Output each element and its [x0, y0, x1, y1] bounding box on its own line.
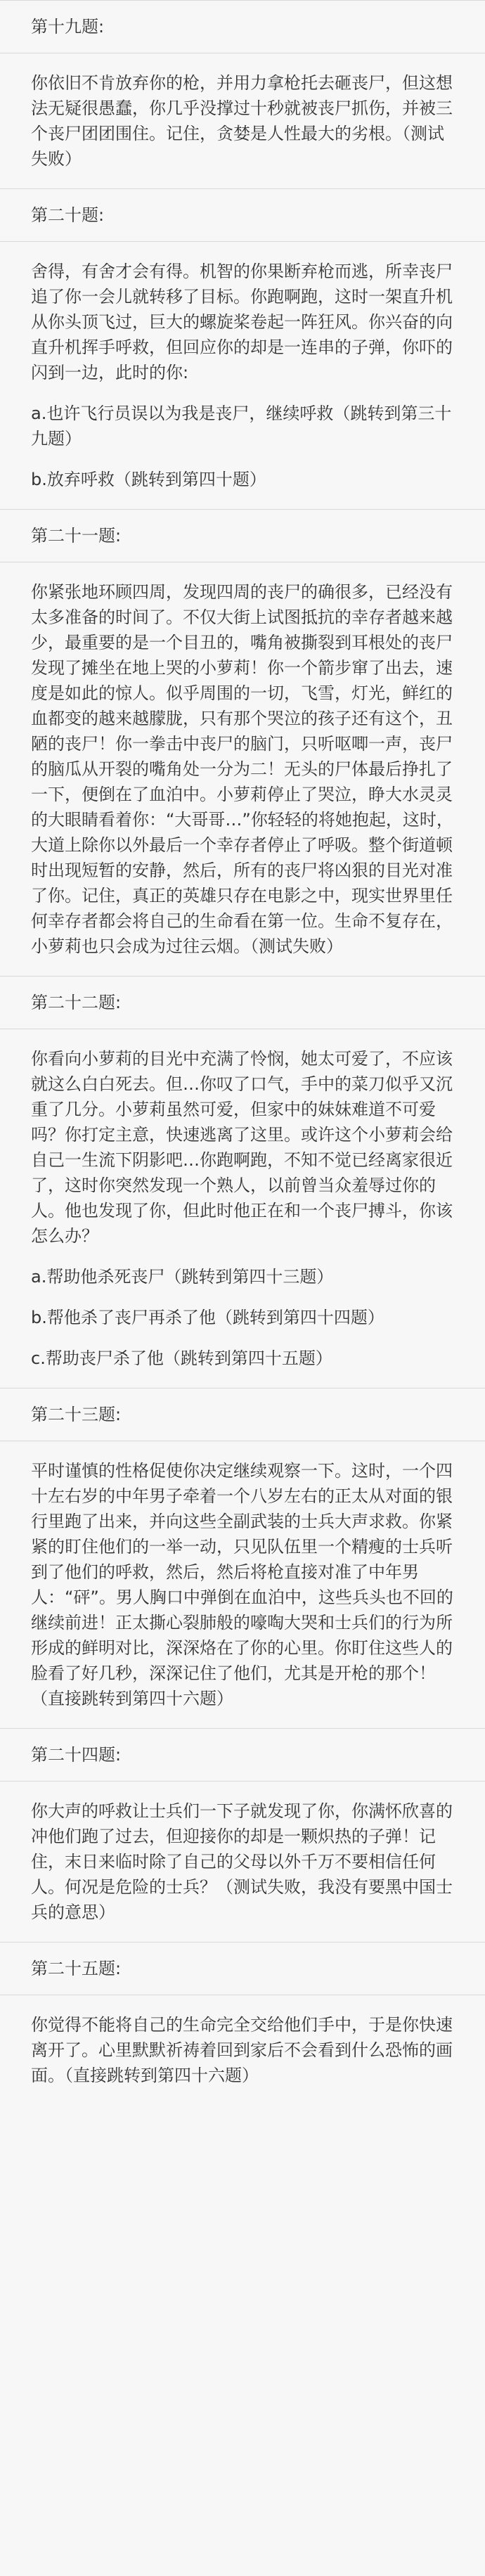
question-body [0, 242, 485, 509]
option-c: c.帮助丧尸杀了他（跳转到第四十五题） [31, 1348, 332, 1368]
question-title: 第十九题: [31, 17, 105, 37]
paragraph: 你紧张地环顾四周，发现四周的丧尸的确很多，已经没有太多准备的时间了。不仅大街上试图抵抗的幸存者越来越少，最重要的是一个目丑的，嘴角被撕裂到耳根处的丧尸发现了摊坐在地上哭的小萝莉！你一个箭步窜了出去，速度是如此的惊人。似乎周围的一切，飞雪，灯光，鲜红的血都变的越来越朦胧，只有那个哭泣的孩子还有这个，丑陋的丧尸！你一拳击中丧尸的脑门，只听呕唧一声，丧尸的脑瓜从开裂的嘴角处一分为二！无头的尸体最后挣扎了一下，便倒在了血泊中。小萝莉停止了哭泣，睁大水灵灵的大眼睛看着你：“大哥哥…”你轻轻的将她抱起，这时，大道上除你以外最后一个幸存者停止了呼吸。整个街道顿时出现短暂的安静，然后，所有的丧尸将凶狠的目光对准了你。记住，真正的英雄只存在电影之中，现实世界里任何幸存者都会将自己的生命看在第一位。生命不复存在，小萝莉也只会成为过往云烟。（测试失败） [31, 582, 453, 956]
question-body [0, 1441, 485, 1728]
paragraph: 你觉得不能将自己的生命完全交给他们手中，于是你快速离开了。心里默默祈祷着回到家后不会看到什么恐怖的画面。（直接跳转到第四十六题） [31, 2015, 453, 2085]
question-title: 第二十一题: [31, 526, 122, 546]
paragraph: 你看向小萝莉的目光中充满了怜悯，她太可爱了，不应该就这么白白死去。但…你叹了口气，手中的菜刀似乎又沉重了几分。小萝莉虽然可爱，但家中的妹妹难道不可爱吗？你打定主意，快速逃离了这里。或许这个小萝莉会给自己一生流下阴影吧…你跑啊跑，不知不觉已经离家很近了，这时你突然发现一个熟人，以前曾当众羞辱过你的人。他也发现了你，但此时他正在和一个丧尸搏斗，你该怎么办？ [31, 1049, 453, 1246]
option-b: b.帮他杀了丧尸再杀了他（跳转到第四十四题） [31, 1308, 384, 1327]
option-a: a.帮助他杀死丧尸（跳转到第四十三题） [31, 1267, 334, 1287]
question-title: 第二十题: [31, 205, 105, 225]
question-body [0, 1782, 485, 1942]
paragraph: 平时谨慎的性格促使你决定继续观察一下。这时，一个四十左右岁的中年男子牵着一个八岁左右的正太从对面的银行里跑了出来，并向这些全副武装的士兵大声求救。你紧紧的盯住他们的一举一动，只见队伍里一个精瘦的士兵听到了他们的呼救，然后，然后将枪直接对准了中年男人：“砰”。男人胸口中弹倒在血泊中，这些兵头也不回的继续前进！正太撕心裂肺般的嚎啕大哭和士兵们的行为所形成的鲜明对比，深深烙在了你的心里。你盯住这些人的脸看了好几秒，深深记住了他们，尤其是开枪的那个！（直接跳转到第四十六题） [31, 1461, 453, 1708]
question-body [0, 53, 485, 188]
question-title: 第二十三题: [31, 1405, 122, 1424]
option-b: b.放弃呼救（跳转到第四十题） [31, 470, 266, 489]
question-title: 第二十五题: [31, 1959, 122, 1978]
question-title: 第二十二题: [31, 993, 122, 1012]
question-body [0, 1995, 485, 2105]
question-body [0, 1029, 485, 1388]
question-title: 第二十四题: [31, 1745, 122, 1765]
option-a: a.也许飞行员误以为我是丧尸，继续呼救（跳转到第三十九题） [31, 404, 452, 449]
paragraph: 你大声的呼救让士兵们一下子就发现了你，你满怀欣喜的冲他们跑了过去，但迎接你的却是一颗炽热的子弹！记住，末日来临时除了自己的父母以外千万不要相信任何人。何况是危险的士兵？（测试失败，我没有要黑中国士兵的意思） [31, 1801, 453, 1922]
paragraph: 你依旧不肯放弃你的枪，并用力拿枪托去砸丧尸，但这想法无疑很愚蠢，你几乎没撑过十秒就被丧尸抓伤，并被三个丧尸团团围住。记住，贪婪是人性最大的劣根。（测试失败） [31, 73, 453, 169]
question-body [0, 562, 485, 976]
paragraph: 舍得，有舍才会有得。机智的你果断弃枪而逃，所幸丧尸追了你一会儿就转移了目标。你跑啊跑，这时一架直升机从你头顶飞过，巨大的螺旋桨卷起一阵狂风。你兴奋的向直升机挥手呼救，但回应你的却是一连串的子弹，你吓的闪到一边，此时的你: [31, 262, 453, 382]
